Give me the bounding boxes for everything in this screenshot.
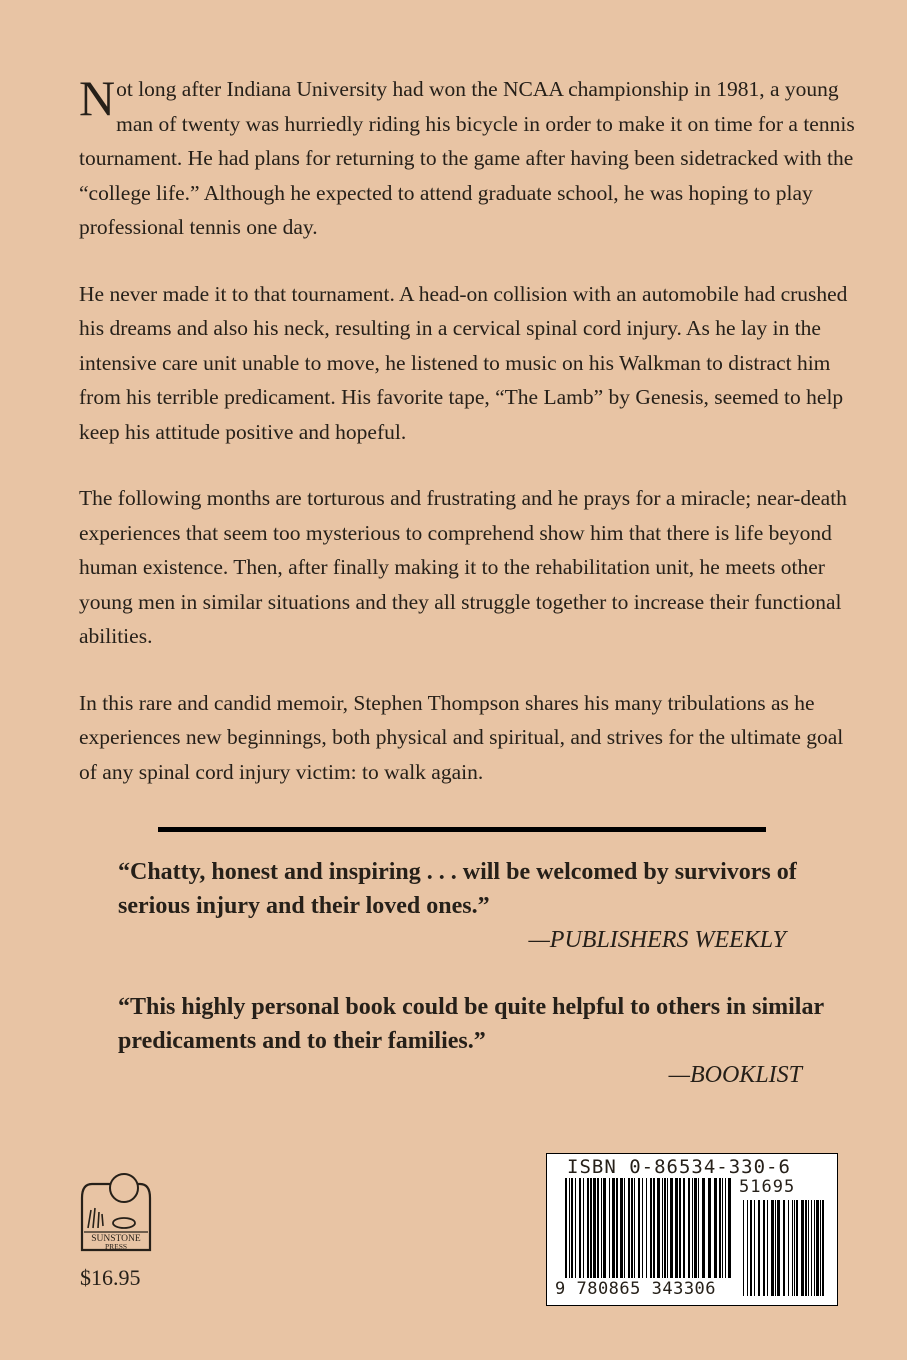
isbn-barcode <box>546 1153 838 1306</box>
review-quote: “Chatty, honest and inspiring . . . will be welcomed by survivors of serious injury and their loved ones.” <box>118 859 797 919</box>
svg-text:PRESS: PRESS <box>104 1242 128 1251</box>
review-quote: “This highly personal book could be quite helpful to others in similar predicaments and to their families.” <box>118 994 824 1054</box>
back-cover-blurb <box>79 72 859 821</box>
svg-text:SUNSTONE: SUNSTONE <box>91 1234 141 1244</box>
blurb-paragraph-4: In this rare and candid memoir, Stephen Thompson shares his many tribulations as he experiences new beginnings, both physical and spiritual, and strives for the ultimate goal of any spinal cord injury victim: to walk again. <box>79 690 844 784</box>
blurb-paragraph-3: The following months are torturous and frustrating and he prays for a miracle; near-death experiences that seem too mysterious to comprehend show him that there is life beyond human existence. Then, after finally making it to the rehabilitation unit, he meets other young men in similar situations and they all struggle together to increase their functional abilities. <box>79 486 847 648</box>
sunstone-press-logo-icon <box>78 1168 154 1264</box>
isbn-text: ISBN 0-86534-330-6 <box>567 1156 791 1178</box>
blurb-paragraph-1-text: ot long after Indiana University had won the NCAA championship in 1981, a young man of twenty was hurriedly riding his bicycle in order to make it on time for a tennis tournament. He had plans for returning to the game after having been sidetracked with the “college life.” Although he expected to attend graduate school, he was hoping to play professional tennis one day. <box>79 77 855 239</box>
price-label: $16.95 <box>80 1265 141 1290</box>
ean-text: 9 780865 343306 <box>555 1279 717 1299</box>
review-source: —BOOKLIST <box>668 1062 802 1088</box>
review-publishers-weekly <box>118 855 838 957</box>
blurb-paragraph-1 <box>79 72 859 245</box>
divider-rule <box>158 827 766 832</box>
blurb-paragraph-2: He never made it to that tournament. A head-on collision with an automobile had crushed his dreams and also his neck, resulting in a cervical spinal cord injury. As he lay in the intensive care unit unable to move, he listened to music on his Walkman to distract him from his terrible predicament. His favorite tape, “The Lamb” by Genesis, seemed to help keep his attitude positive and hopeful. <box>79 281 848 444</box>
review-source: —PUBLISHERS WEEKLY <box>528 927 786 953</box>
price-addon-text: 51695 <box>739 1177 796 1197</box>
review-booklist <box>118 990 838 1092</box>
drop-cap: N <box>79 70 116 126</box>
